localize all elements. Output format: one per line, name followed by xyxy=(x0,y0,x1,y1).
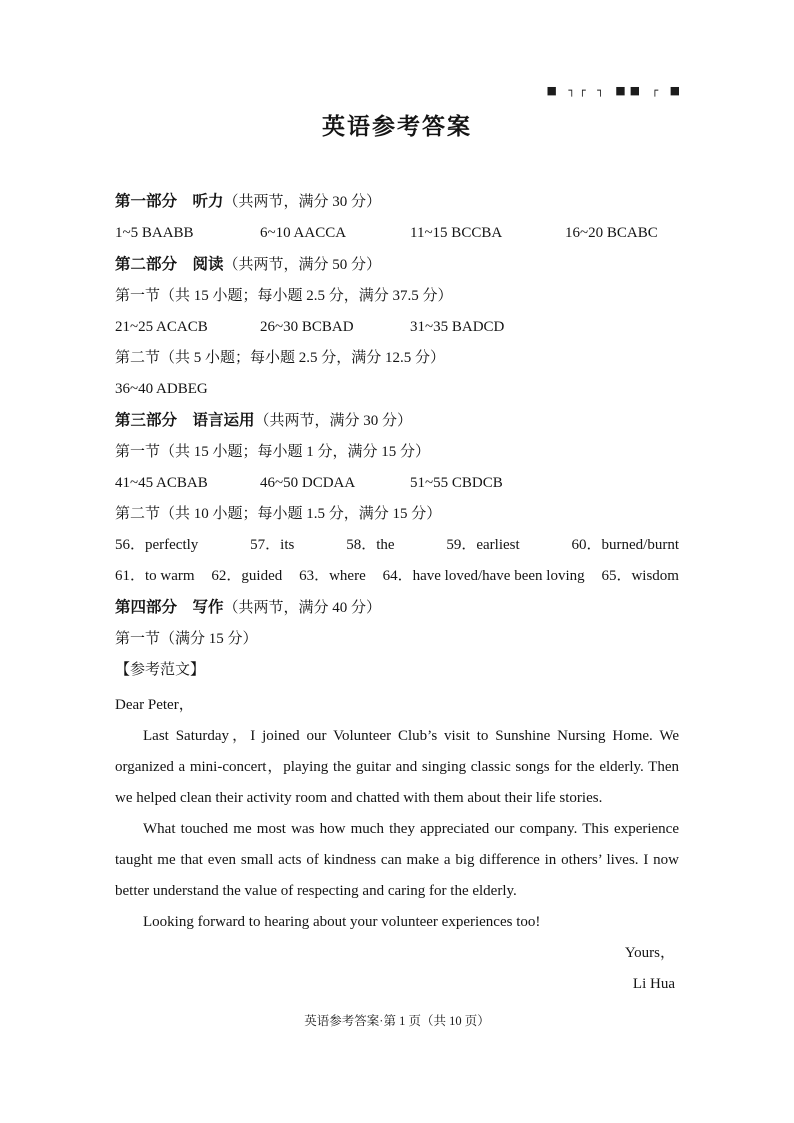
part3-heading xyxy=(115,411,679,431)
fill-answer: 61．to warm xyxy=(115,568,195,584)
answer-group: 16~20 BCABC xyxy=(565,225,658,241)
part2-heading-name: 第二部分 阅读 xyxy=(115,256,224,273)
part1-heading xyxy=(115,192,679,212)
part3-fill-answers-row2 xyxy=(115,567,679,586)
letter-salutation: Dear Peter， xyxy=(115,697,194,713)
page-title: 英语参考答案 xyxy=(322,113,472,139)
fill-answer: 56．perfectly xyxy=(115,537,199,553)
sample-letter xyxy=(115,690,679,1000)
letter-paragraph: Looking forward to hearing about your volunteer experiences too! xyxy=(143,914,541,930)
fill-answer: 57．its xyxy=(250,537,295,553)
part1-answer-row xyxy=(115,224,679,243)
part1-heading-note: （共两节，满分 30 分） xyxy=(223,194,382,210)
part3-section1-title: 第一节（共 15 小题；每小题 1 分，满分 15 分） xyxy=(115,444,431,460)
part3-section1-answer-row xyxy=(115,474,679,493)
answer-group: 46~50 DCDAA xyxy=(260,475,356,491)
part2-section1-answer-row xyxy=(115,318,679,337)
answer-group: 21~25 ACACB xyxy=(115,319,208,335)
fill-answer: 58．the xyxy=(346,537,395,553)
sample-essay-label: 【参考范文】 xyxy=(115,662,206,678)
part2-section2-answer-row xyxy=(115,380,679,399)
fill-answer: 63．where xyxy=(299,568,366,584)
part3-fill-answers-row1 xyxy=(115,536,679,555)
part2-heading-note: （共两节，满分 50 分） xyxy=(223,257,382,273)
part2-section2-title: 第二节（共 5 小题；每小题 2.5 分，满分 12.5 分） xyxy=(115,350,446,366)
part4-section1-title: 第一节（满分 15 分） xyxy=(115,631,258,647)
part2-section1-title: 第一节（共 15 小题；每小题 2.5 分，满分 37.5 分） xyxy=(115,288,453,304)
answer-group: 51~55 CBDCB xyxy=(410,475,503,491)
part3-heading-name: 第三部分 语言运用 xyxy=(115,412,255,429)
letter-paragraph: What touched me most was how much they appreciated our company. This experience taught me that even small acts of kindness can make a big difference in others’ lives. I now better understand the value of respecting and caring for the elderly. xyxy=(115,821,679,899)
fill-answer: 62．guided xyxy=(211,568,283,584)
fill-answer: 64．have loved/have been loving xyxy=(382,568,585,584)
part2-heading xyxy=(115,255,679,275)
answer-group: 41~45 ACBAB xyxy=(115,475,208,491)
letter-signature: Li Hua xyxy=(632,976,675,992)
part4-heading-name: 第四部分 写作 xyxy=(115,599,224,616)
part4-heading-note: （共两节，满分 40 分） xyxy=(223,600,382,616)
part1-heading-name: 第一部分 听力 xyxy=(115,193,224,210)
answer-group: 1~5 BAABB xyxy=(115,225,194,241)
answer-group: 6~10 AACCA xyxy=(260,225,347,241)
answer-group: 36~40 ADBEG xyxy=(115,381,208,397)
part3-section2-title: 第二节（共 10 小题；每小题 1.5 分，满分 15 分） xyxy=(115,506,442,522)
part3-heading-note: （共两节，满分 30 分） xyxy=(254,413,413,429)
answer-group: 31~35 BADCD xyxy=(410,319,505,335)
letter-paragraph: Last Saturday，I joined our Volunteer Club’s visit to Sunshine Nursing Home. We organized a mini-concert，playing the guitar and singing classic songs for the elderly. Then we helped clean their activity room and chatted with them about their life stories. xyxy=(115,728,679,806)
page-footer: 英语参考答案·第 1 页（共 10 页） xyxy=(304,1014,490,1028)
printer-registration-marks: ■ ┐┌ ┐ ■■ ┌ ■ xyxy=(546,84,684,97)
fill-answer: 59．earliest xyxy=(446,537,520,553)
part4-heading xyxy=(115,598,679,618)
letter-closing: Yours， xyxy=(624,945,675,961)
answer-group: 11~15 BCCBA xyxy=(410,225,503,241)
fill-answer: 65．wisdom xyxy=(601,568,679,584)
fill-answer: 60．burned/burnt xyxy=(571,537,679,553)
answer-group: 26~30 BCBAD xyxy=(260,319,354,335)
